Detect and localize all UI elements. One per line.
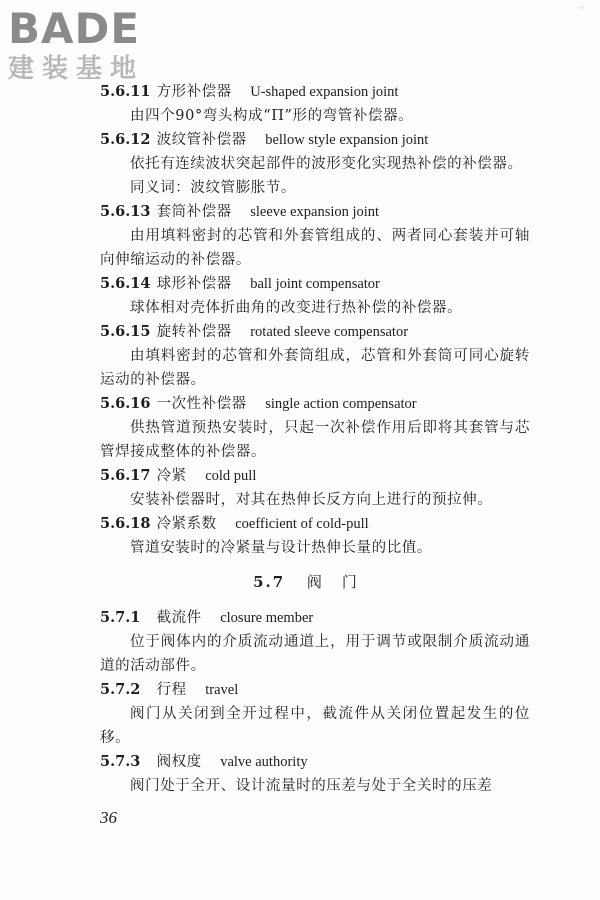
term-heading [100, 200, 530, 224]
term-entry [100, 512, 530, 560]
term-chinese: 波纹管补偿器 [156, 132, 247, 148]
term-number: 5.6.15 [100, 323, 151, 340]
term-english: bellow style expansion joint [265, 132, 429, 148]
document-body [100, 80, 530, 798]
term-definition: 管道安装时的冷紧量与设计热伸长量的比值。 [130, 540, 432, 556]
term-chinese: 截流件 [156, 610, 202, 626]
term-entry [100, 200, 530, 272]
term-definition: 阀门处于全开、设计流量时的压差与处于全关时的压差 [130, 778, 493, 794]
term-english: coefficient of cold-pull [235, 516, 369, 532]
term-definition: 由四个90°弯头构成“Π”形的弯管补偿器。 [130, 108, 414, 124]
term-definition: 位于阀体内的介质流动通道上，用于调节或限制介质流动通道的活动部件。 [100, 634, 530, 674]
logo-subtitle: 建装基地 [8, 54, 145, 84]
term-english: ball joint compensator [250, 276, 380, 292]
term-entry [100, 320, 530, 392]
watermark-logo [8, 6, 178, 84]
term-english: valve authority [220, 754, 308, 770]
term-english: sleeve expansion joint [250, 204, 380, 220]
term-number: 5.6.14 [100, 275, 151, 292]
term-number: 5.7.1 [100, 609, 141, 626]
term-heading [100, 678, 530, 702]
term-number: 5.6.12 [100, 131, 151, 148]
term-chinese: 方形补偿器 [156, 84, 232, 100]
term-chinese: 一次性补偿器 [156, 396, 247, 412]
term-entry [100, 80, 530, 128]
term-number: 5.6.16 [100, 395, 151, 412]
term-definition: 由填料密封的芯管和外套筒组成，芯管和外套筒可同心旋转运动的补偿器。 [100, 348, 530, 388]
term-number: 5.6.17 [100, 467, 151, 484]
term-english: rotated sleeve compensator [250, 324, 409, 340]
term-heading [100, 392, 530, 416]
term-chinese: 旋转补偿器 [156, 324, 232, 340]
term-heading [100, 128, 530, 152]
term-entry [100, 750, 530, 798]
term-chinese: 阀权度 [156, 754, 202, 770]
term-heading [100, 272, 530, 296]
term-definition: 安装补偿器时，对其在热伸长反方向上进行的预拉伸。 [130, 492, 493, 508]
term-heading [100, 606, 530, 630]
term-chinese: 行程 [156, 682, 187, 698]
term-heading [100, 464, 530, 488]
section-number: 5.7 [253, 573, 286, 591]
term-definition: 阀门从关闭到全开过程中，截流件从关闭位置起发生的位移。 [100, 706, 530, 746]
term-english: travel [205, 682, 239, 698]
term-heading [100, 512, 530, 536]
term-chinese: 冷紧 [156, 468, 187, 484]
page-number: 36 [100, 808, 117, 827]
term-entry [100, 606, 530, 678]
term-number: 5.6.11 [100, 83, 151, 100]
term-entry [100, 464, 530, 512]
term-english: cold pull [205, 468, 257, 484]
term-entry [100, 128, 530, 200]
term-heading [100, 750, 530, 774]
term-number: 5.7.3 [100, 753, 141, 770]
logo-word: BADE [8, 4, 141, 53]
term-definition: 依托有连续波状突起部件的波形变化实现热补偿的补偿器。 [130, 156, 523, 172]
section-heading [100, 570, 530, 594]
term-english: U-shaped expansion joint [250, 84, 399, 100]
corner-mark: ·· [578, 4, 584, 14]
term-number: 5.6.18 [100, 515, 151, 532]
term-synonym: 同义词：波纹管膨胀节。 [130, 180, 297, 196]
term-english: single action compensator [265, 396, 417, 412]
term-entry [100, 392, 530, 464]
term-entry [100, 272, 530, 320]
term-heading [100, 320, 530, 344]
term-chinese: 球形补偿器 [156, 276, 232, 292]
term-definition: 由用填料密封的芯管和外套管组成的、两者同心套装并可轴向伸缩运动的补偿器。 [100, 228, 530, 268]
term-number: 5.7.2 [100, 681, 141, 698]
term-definition: 球体相对壳体折曲角的改变进行热补偿的补偿器。 [130, 300, 463, 316]
term-chinese: 套筒补偿器 [156, 204, 232, 220]
term-chinese: 冷紧系数 [156, 516, 217, 532]
term-definition: 供热管道预热安装时，只起一次补偿作用后即将其套管与芯管焊接成整体的补偿器。 [100, 420, 530, 460]
term-english: closure member [220, 610, 314, 626]
term-number: 5.6.13 [100, 203, 151, 220]
section-title-text: 阀门 [306, 573, 377, 591]
term-heading [100, 80, 530, 104]
term-entry [100, 678, 530, 750]
